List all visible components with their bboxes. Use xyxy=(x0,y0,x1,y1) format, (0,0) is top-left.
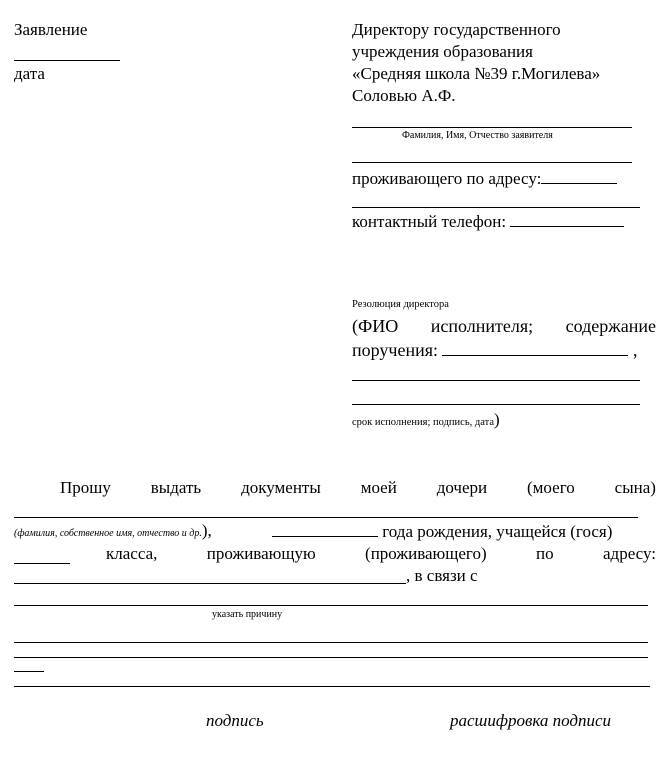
application-title: Заявление xyxy=(14,20,88,39)
address-line-2[interactable] xyxy=(352,207,640,208)
body-word: (моего xyxy=(527,478,575,497)
addressee-line-3: «Средняя школа №39 г.Могилева» xyxy=(352,64,601,83)
reason-caption: указать причину xyxy=(212,609,283,620)
child-name-caption: (фамилия, собственное имя, отчество и др. xyxy=(14,528,202,539)
birth-year-input-line[interactable] xyxy=(272,520,378,537)
address-input-line[interactable] xyxy=(541,167,617,184)
child-name-line[interactable] xyxy=(14,517,638,518)
addressee-line-4: Соловью А.Ф. xyxy=(352,86,456,105)
assignment-line-2[interactable] xyxy=(352,380,640,381)
date-label: дата xyxy=(14,64,45,83)
birth-year-label: года рождения, учащейся (гося) xyxy=(382,522,613,541)
birth-year-field xyxy=(272,520,612,543)
body-word: дочери xyxy=(436,478,488,497)
child-name-caption-end: ), xyxy=(201,521,212,540)
body-word: выдать xyxy=(150,478,202,497)
body-word: документы xyxy=(241,478,321,497)
reason-line-3[interactable] xyxy=(14,657,648,658)
addressee-line-1: Директору государственного xyxy=(352,20,561,39)
applicant-name-caption: Фамилия, Имя, Отчество заявителя xyxy=(402,130,553,141)
body-word: Прошу xyxy=(60,478,111,497)
applicant-name-line-2[interactable] xyxy=(352,162,632,163)
body-word: (проживающего) xyxy=(365,544,487,563)
phone-input-line[interactable] xyxy=(510,210,624,227)
signature-decode-label: расшифровка подписи xyxy=(450,711,612,730)
body-word: адресу: xyxy=(603,544,656,563)
body-word: сына) xyxy=(614,478,656,497)
reason-line-short[interactable] xyxy=(14,671,44,672)
assignment-input-line[interactable] xyxy=(442,339,628,356)
grade-input-line[interactable] xyxy=(14,563,70,564)
assignment-label: поручения: xyxy=(352,340,438,360)
deadline-row xyxy=(352,412,500,431)
date-line[interactable] xyxy=(14,60,120,61)
body-row-1 xyxy=(60,477,656,499)
phone-label: контактный телефон: xyxy=(352,212,507,231)
address-label: проживающего по адресу: xyxy=(352,169,542,188)
resolution-word: исполнителя; xyxy=(430,316,534,336)
resolution-caption: Резолюция директора xyxy=(352,299,449,310)
reason-line-2[interactable] xyxy=(14,642,648,643)
assignment-comma: , xyxy=(632,340,638,360)
deadline-caption: срок исполнения; подпись, дата xyxy=(352,417,494,428)
body-row-3 xyxy=(106,543,656,565)
address-field xyxy=(352,167,617,190)
signature-label: подпись xyxy=(206,711,264,730)
body-word: по xyxy=(536,544,554,563)
body-word: класса, xyxy=(106,544,158,563)
reason-line-4[interactable] xyxy=(14,686,650,687)
resolution-row-1 xyxy=(352,314,656,338)
resolution-word: содержание xyxy=(565,316,656,336)
body-row-2 xyxy=(14,520,212,542)
reason-line-1[interactable] xyxy=(14,605,648,606)
resolution-row-2 xyxy=(352,338,637,362)
reason-prefix: , в связи с xyxy=(406,566,478,585)
applicant-name-line[interactable] xyxy=(352,127,632,128)
child-address-line[interactable] xyxy=(14,583,406,584)
body-word: проживающую xyxy=(206,544,316,563)
phone-field xyxy=(352,210,624,233)
addressee-line-2: учреждения образования xyxy=(352,42,533,61)
deadline-close-paren: ) xyxy=(493,410,500,429)
body-word: моей xyxy=(360,478,397,497)
assignment-line-3[interactable] xyxy=(352,404,640,405)
resolution-word: (ФИО xyxy=(352,316,399,336)
